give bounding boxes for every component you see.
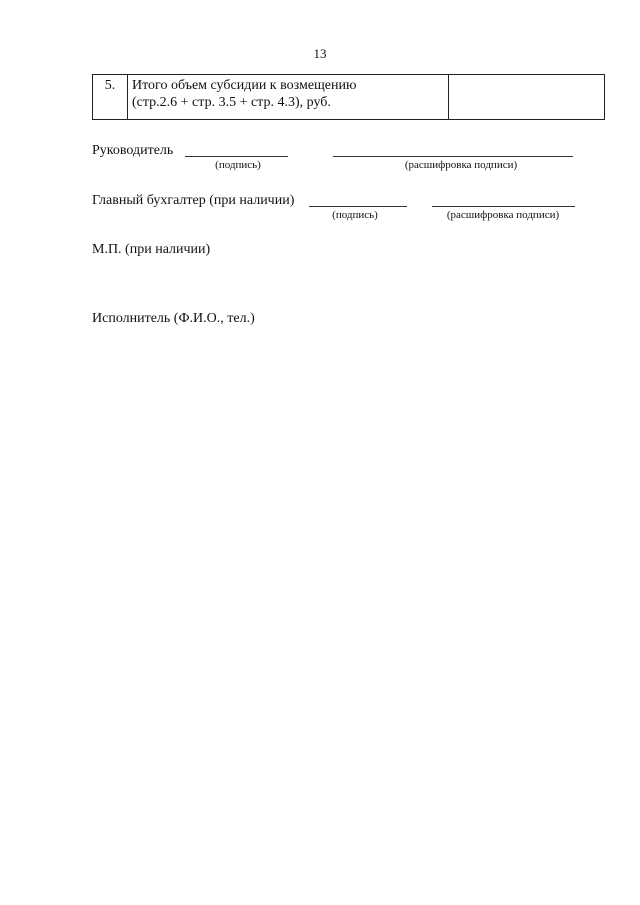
accountant-decryption-caption: (расшифровка подписи)	[446, 209, 560, 221]
head-label: Руководитель	[92, 143, 174, 158]
head-decryption-caption: (расшифровка подписи)	[404, 159, 518, 171]
executor-label: Исполнитель (Ф.И.О., тел.)	[92, 311, 255, 326]
head-signature-line[interactable]	[185, 156, 288, 157]
accountant-signature-line[interactable]	[309, 206, 407, 207]
page-number: 13	[313, 46, 327, 61]
row-description-line-1: Итого объем субсидии к возмещению	[132, 78, 357, 93]
head-signature-caption: (подпись)	[215, 159, 261, 171]
row-value-cell[interactable]	[449, 75, 605, 120]
subsidy-total-table	[92, 74, 605, 120]
accountant-label: Главный бухгалтер (при наличии)	[92, 193, 295, 208]
head-decryption-line[interactable]	[333, 156, 573, 157]
accountant-decryption-line[interactable]	[432, 206, 575, 207]
row-number-cell: 5.	[93, 75, 128, 120]
accountant-signature-caption: (подпись)	[332, 209, 378, 221]
row-description-line-2: (стр.2.6 + стр. 3.5 + стр. 4.3), руб.	[132, 95, 331, 110]
table-row	[93, 75, 605, 120]
stamp-label: М.П. (при наличии)	[92, 242, 211, 257]
row-description-cell	[128, 75, 449, 120]
